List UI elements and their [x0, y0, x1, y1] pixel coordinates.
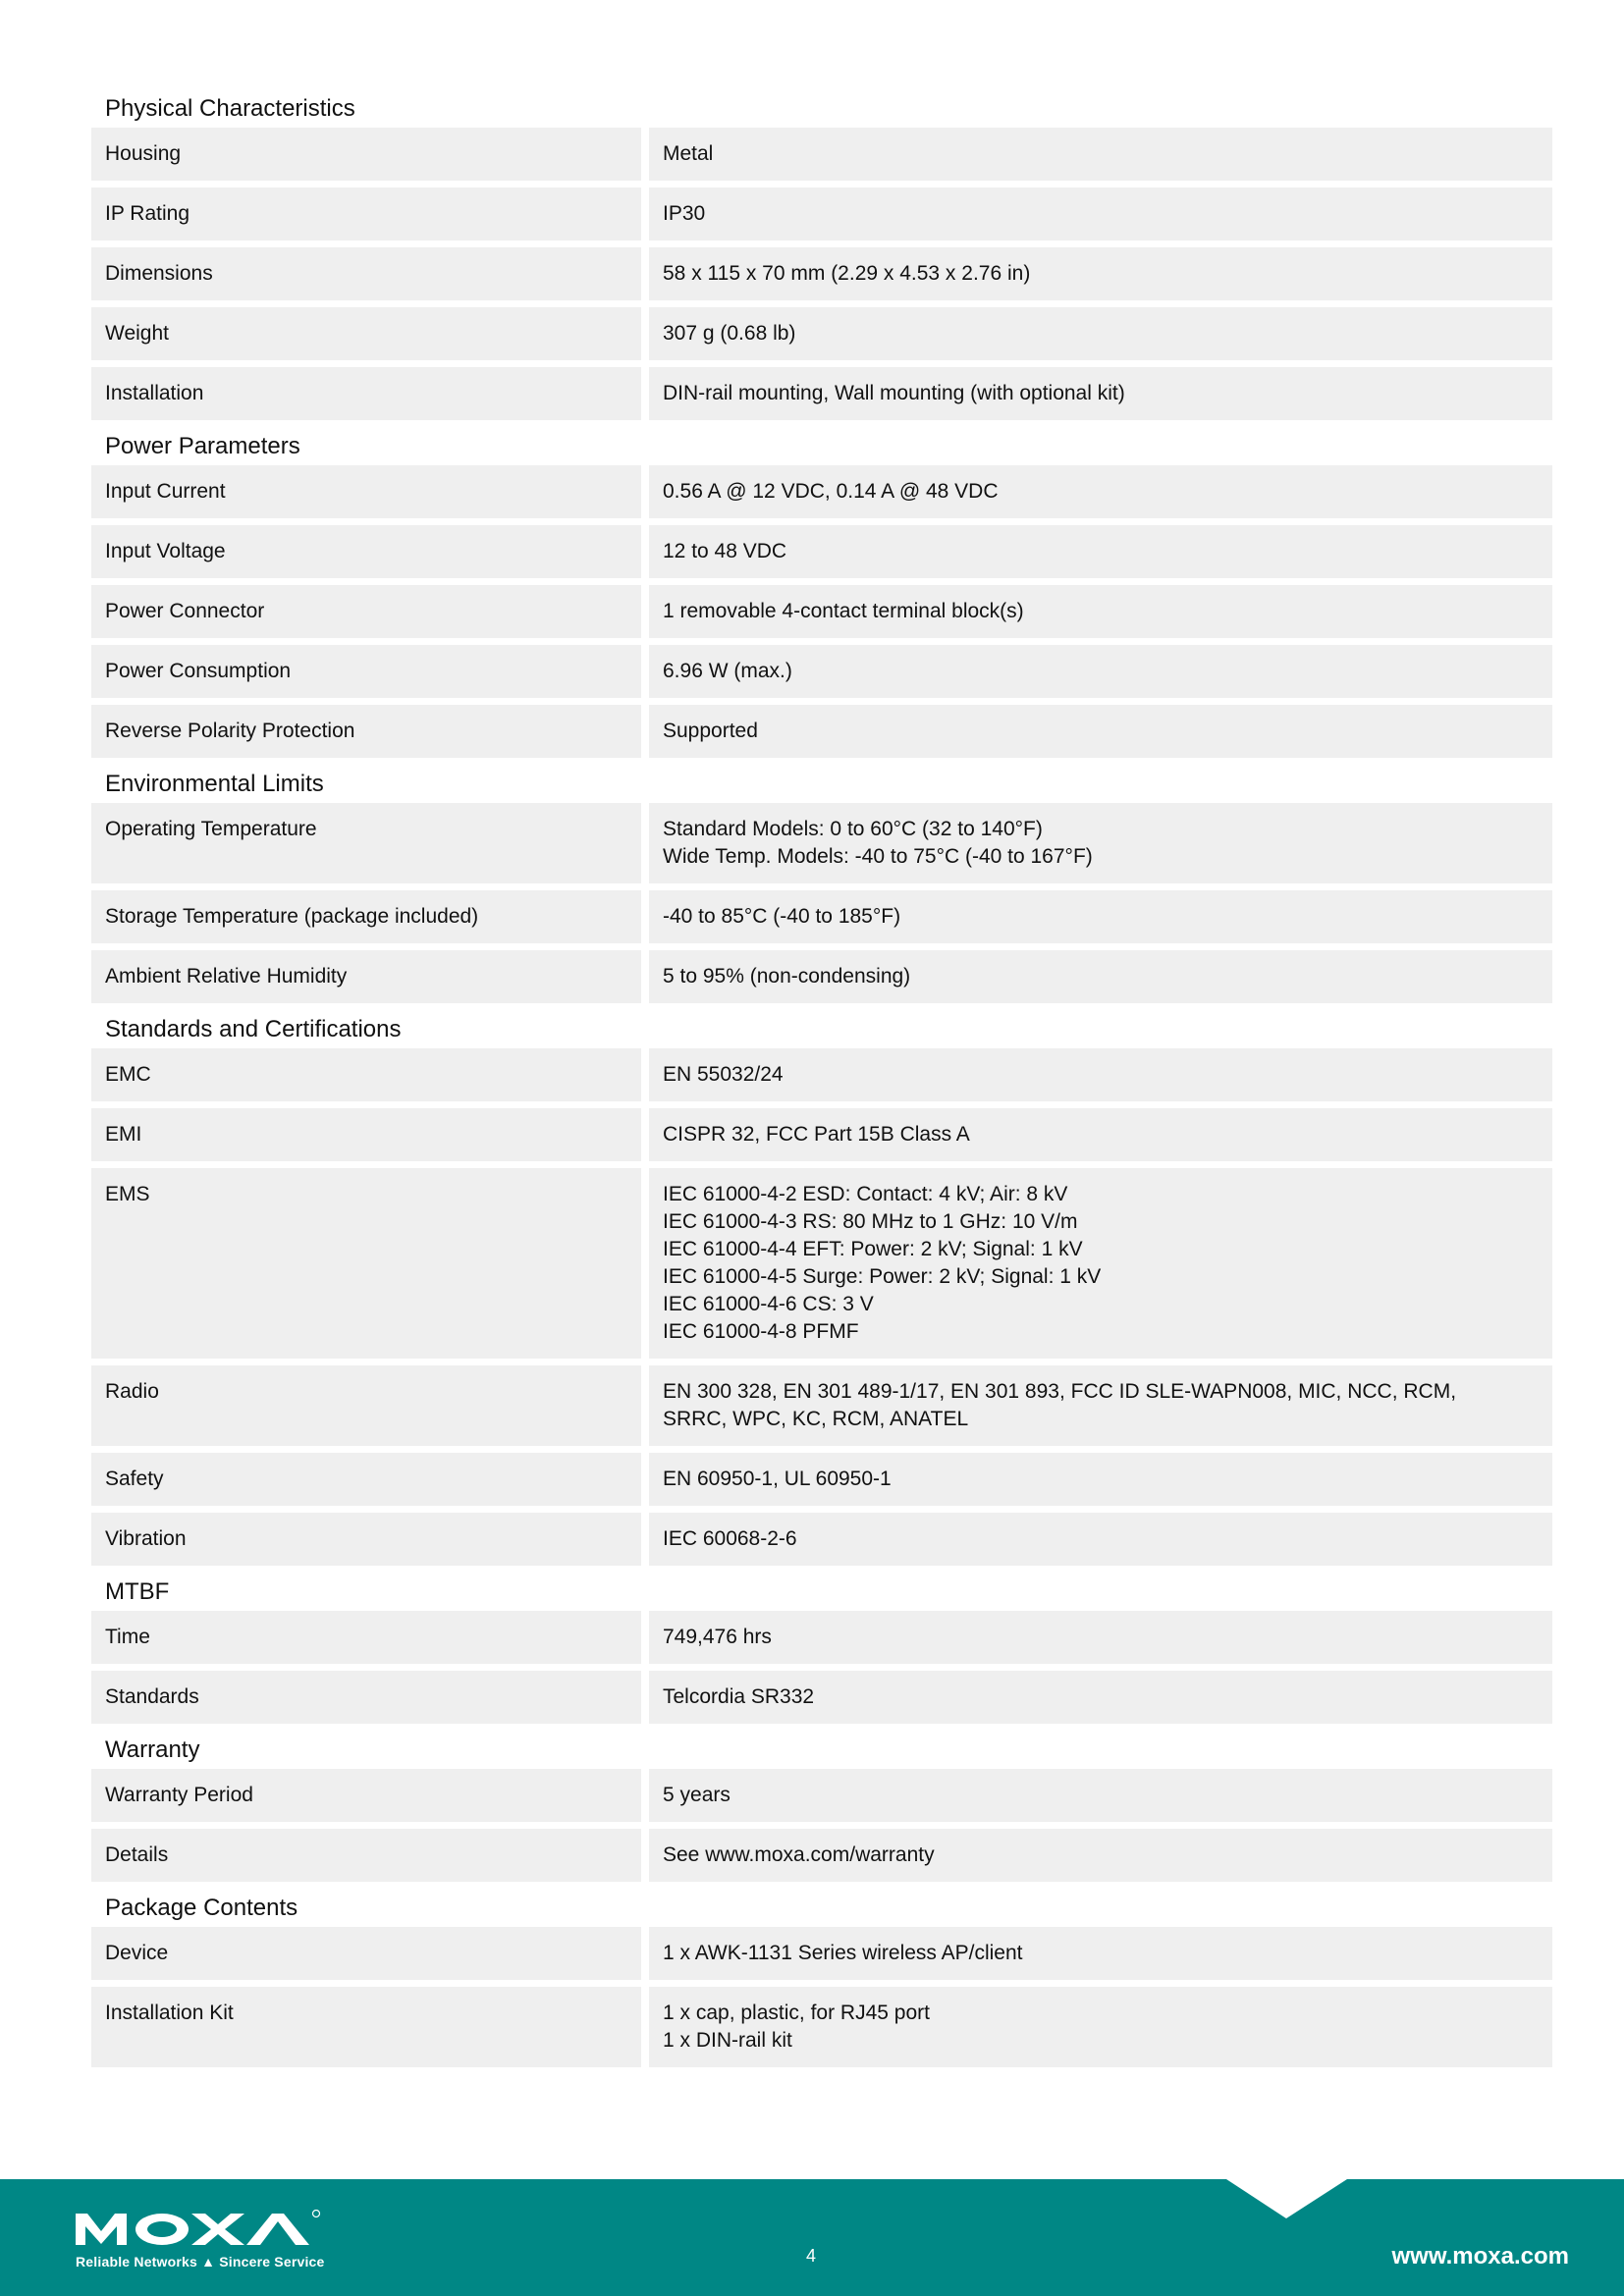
spec-row — [91, 247, 1552, 300]
spec-row — [91, 1987, 1552, 2067]
spec-label: Reverse Polarity Protection — [91, 705, 641, 758]
spec-row — [91, 1365, 1552, 1446]
spec-value-line: See www.moxa.com/warranty — [663, 1843, 935, 1866]
spec-value — [649, 128, 1552, 181]
spec-row — [91, 525, 1552, 578]
spec-row — [91, 465, 1552, 518]
spec-section — [91, 1890, 1552, 2067]
page-number: 4 — [806, 2246, 817, 2266]
spec-row — [91, 1048, 1552, 1101]
spec-row — [91, 1927, 1552, 1980]
spec-row — [91, 1769, 1552, 1822]
spec-value-line: IP30 — [663, 202, 706, 225]
spec-section — [91, 1011, 1552, 1566]
spec-row — [91, 705, 1552, 758]
spec-value-line: Metal — [663, 142, 714, 165]
spec-section — [91, 766, 1552, 1003]
spec-label: Ambient Relative Humidity — [91, 950, 641, 1003]
spec-value — [649, 187, 1552, 240]
spec-value-line: IEC 61000-4-3 RS: 80 MHz to 1 GHz: 10 V/m — [663, 1210, 1078, 1233]
spec-row — [91, 1168, 1552, 1359]
spec-value — [649, 247, 1552, 300]
spec-value-line: 1 removable 4-contact terminal block(s) — [663, 600, 1024, 622]
moxa-logo — [76, 2210, 347, 2253]
spec-value-line: 1 x AWK-1131 Series wireless AP/client — [663, 1942, 1023, 1964]
spec-row — [91, 803, 1552, 883]
spec-label: Dimensions — [91, 247, 641, 300]
spec-value-line: EN 300 328, EN 301 489-1/17, EN 301 893, FCC ID SLE-WAPN008, MIC, NCC, RCM, — [663, 1380, 1457, 1403]
spec-value — [649, 585, 1552, 638]
spec-value-line: 1 x DIN-rail kit — [663, 2029, 792, 2052]
footer-notch-decoration — [1226, 2179, 1347, 2218]
section-title: Package Contents — [105, 1895, 298, 1921]
spec-value-line: 5 years — [663, 1784, 731, 1806]
spec-value — [649, 307, 1552, 360]
spec-label: Installation — [91, 367, 641, 420]
spec-value-line: 749,476 hrs — [663, 1626, 772, 1648]
spec-value — [649, 803, 1552, 883]
spec-value — [649, 1987, 1552, 2067]
spec-label: Safety — [91, 1453, 641, 1506]
spec-row — [91, 1611, 1552, 1664]
spec-value — [649, 890, 1552, 943]
spec-value-line: IEC 61000-4-4 EFT: Power: 2 kV; Signal: 1 kV — [663, 1238, 1083, 1260]
footer-tagline: Reliable Networks ▲ Sincere Service — [76, 2254, 325, 2269]
spec-row — [91, 645, 1552, 698]
spec-label: Storage Temperature (package included) — [91, 890, 641, 943]
spec-label: Power Connector — [91, 585, 641, 638]
spec-section — [91, 1732, 1552, 1882]
website-link[interactable]: www.moxa.com — [1391, 2243, 1569, 2269]
spec-row — [91, 1108, 1552, 1161]
spec-value-line: IEC 61000-4-2 ESD: Contact: 4 kV; Air: 8 kV — [663, 1183, 1068, 1205]
section-title: Standards and Certifications — [105, 1016, 402, 1042]
spec-value — [649, 950, 1552, 1003]
spec-value — [649, 1671, 1552, 1724]
spec-section — [91, 428, 1552, 758]
spec-value-line: Telcordia SR332 — [663, 1685, 815, 1708]
spec-value — [649, 645, 1552, 698]
spec-label: Details — [91, 1829, 641, 1882]
spec-value-line: 1 x cap, plastic, for RJ45 port — [663, 2002, 930, 2024]
spec-label: EMC — [91, 1048, 641, 1101]
spec-value — [649, 705, 1552, 758]
spec-section — [91, 90, 1552, 420]
section-title: MTBF — [105, 1578, 170, 1605]
spec-value — [649, 367, 1552, 420]
section-title: Physical Characteristics — [105, 95, 355, 122]
spec-value-line: IEC 61000-4-6 CS: 3 V — [663, 1293, 874, 1315]
spec-value — [649, 1513, 1552, 1566]
spec-value-line: 58 x 115 x 70 mm (2.29 x 4.53 x 2.76 in) — [663, 262, 1031, 285]
spec-value-line: 12 to 48 VDC — [663, 540, 787, 562]
spec-row — [91, 1453, 1552, 1506]
spec-label: Vibration — [91, 1513, 641, 1566]
section-title: Warranty — [105, 1736, 200, 1763]
spec-value — [649, 1611, 1552, 1664]
spec-value-line: EN 60950-1, UL 60950-1 — [663, 1468, 892, 1490]
spec-label: Time — [91, 1611, 641, 1664]
spec-section — [91, 1574, 1552, 1724]
spec-label: Installation Kit — [91, 1987, 641, 2067]
spec-row — [91, 1829, 1552, 1882]
spec-label: EMS — [91, 1168, 641, 1359]
spec-label: Radio — [91, 1365, 641, 1446]
spec-row — [91, 585, 1552, 638]
spec-value — [649, 1168, 1552, 1359]
spec-row — [91, 890, 1552, 943]
spec-value-line: EN 55032/24 — [663, 1063, 784, 1086]
spec-value — [649, 525, 1552, 578]
spec-value — [649, 1048, 1552, 1101]
spec-value-line: CISPR 32, FCC Part 15B Class A — [663, 1123, 970, 1146]
spec-value — [649, 465, 1552, 518]
spec-value-line: -40 to 85°C (-40 to 185°F) — [663, 905, 901, 928]
spec-value-line: 307 g (0.68 lb) — [663, 322, 796, 345]
spec-value — [649, 1769, 1552, 1822]
spec-value-line: Wide Temp. Models: -40 to 75°C (-40 to 167°F) — [663, 845, 1093, 868]
section-title: Power Parameters — [105, 433, 300, 459]
spec-row — [91, 367, 1552, 420]
spec-value-line: Standard Models: 0 to 60°C (32 to 140°F) — [663, 818, 1043, 840]
spec-label: Weight — [91, 307, 641, 360]
spec-label: Device — [91, 1927, 641, 1980]
spec-row — [91, 950, 1552, 1003]
spec-label: EMI — [91, 1108, 641, 1161]
spec-value-line: SRRC, WPC, KC, RCM, ANATEL — [663, 1408, 969, 1430]
spec-label: Input Current — [91, 465, 641, 518]
section-title: Environmental Limits — [105, 771, 324, 797]
spec-value-line: IEC 61000-4-8 PFMF — [663, 1320, 859, 1343]
spec-value — [649, 1453, 1552, 1506]
spec-value-line: 0.56 A @ 12 VDC, 0.14 A @ 48 VDC — [663, 480, 999, 503]
moxa-logo-icon — [76, 2210, 347, 2253]
spec-content — [91, 90, 1552, 2074]
spec-label: IP Rating — [91, 187, 641, 240]
spec-value — [649, 1108, 1552, 1161]
spec-value — [649, 1927, 1552, 1980]
spec-label: Warranty Period — [91, 1769, 641, 1822]
spec-value-line: Supported — [663, 720, 758, 742]
spec-label: Housing — [91, 128, 641, 181]
spec-label: Input Voltage — [91, 525, 641, 578]
spec-value — [649, 1829, 1552, 1882]
spec-label: Operating Temperature — [91, 803, 641, 883]
spec-value-line: IEC 60068-2-6 — [663, 1527, 797, 1550]
spec-row — [91, 128, 1552, 181]
spec-value-line: DIN-rail mounting, Wall mounting (with optional kit) — [663, 382, 1125, 404]
spec-value-line: IEC 61000-4-5 Surge: Power: 2 kV; Signal: 1 kV — [663, 1265, 1102, 1288]
spec-value-line: 6.96 W (max.) — [663, 660, 792, 682]
spec-label: Power Consumption — [91, 645, 641, 698]
spec-row — [91, 1671, 1552, 1724]
spec-value-line: 5 to 95% (non-condensing) — [663, 965, 911, 988]
spec-row — [91, 307, 1552, 360]
spec-label: Standards — [91, 1671, 641, 1724]
spec-row — [91, 1513, 1552, 1566]
spec-value — [649, 1365, 1552, 1446]
spec-row — [91, 187, 1552, 240]
